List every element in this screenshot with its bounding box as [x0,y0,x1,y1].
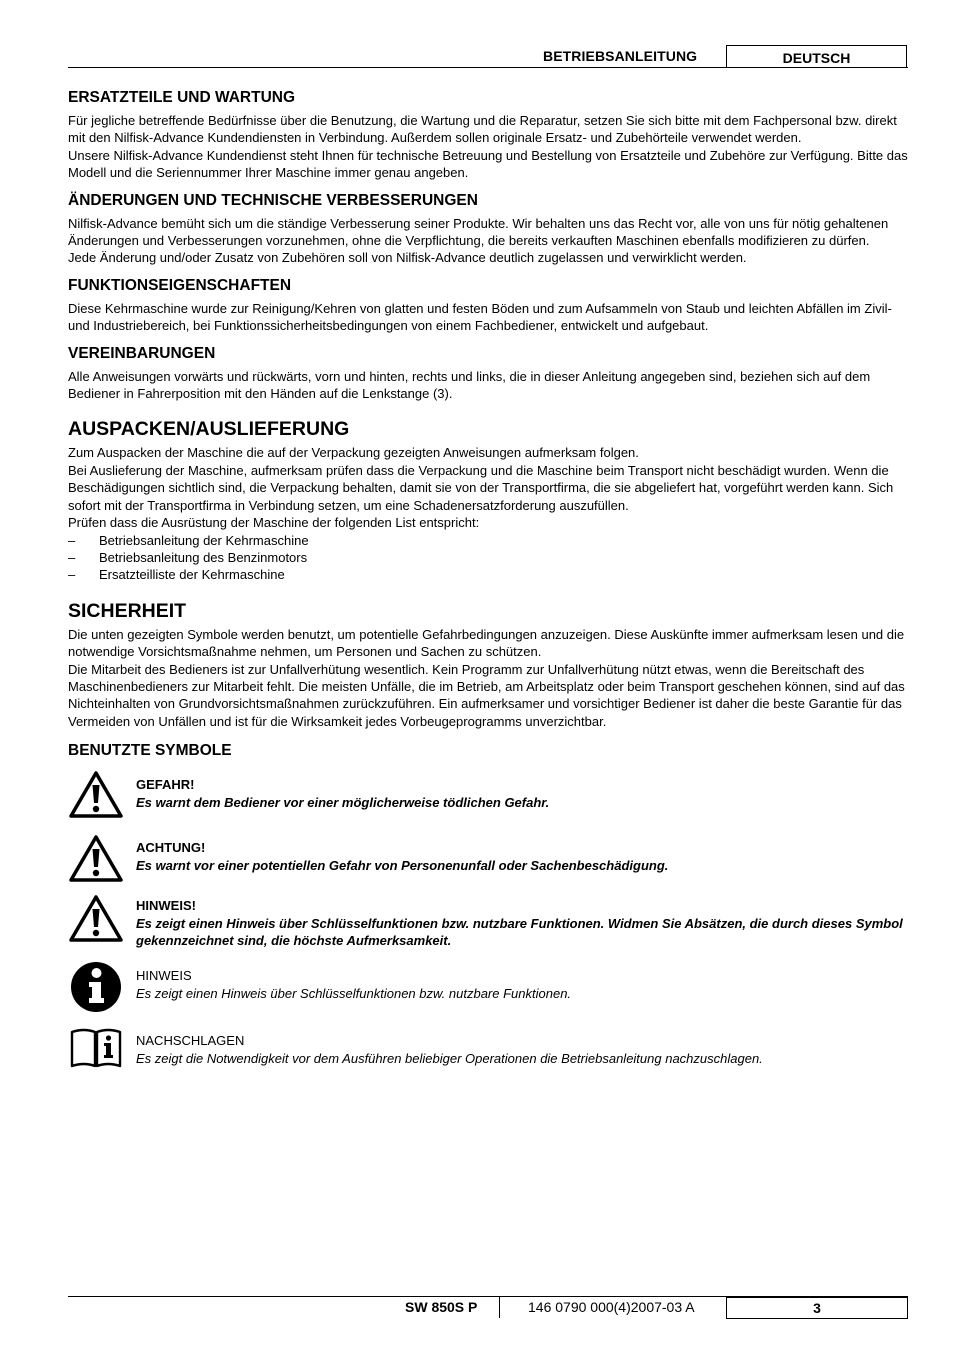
manual-book-icon [68,1026,136,1075]
symbol-row [68,894,908,960]
section-title: ERSATZTEILE UND WARTUNG [68,89,296,106]
section-title: FUNKTIONSEIGENSCHAFTEN [68,276,292,294]
paragraph: Zum Auspacken der Maschine die auf der Verpackung gezeigten Anweisungen aufmerksam folgen. [68,445,639,461]
section-auspacken [68,418,908,583]
footer-doc-number: 146 0790 000(4)2007-03 A [528,1299,695,1315]
list-item [68,532,908,549]
symbol-label: HINWEIS! [136,898,196,914]
list-item [68,549,908,566]
list-dash: – [68,567,76,583]
paragraph: Alle Anweisungen vorwärts und rückwärts, vorn und hinten, rechts und links, die in dieser Anleitung angegeben sind, beziehen sich auf dem Bediener in Fahrerposition mit den Händen auf die Lenkstange (3). [68,368,871,402]
symbol-label: NACHSCHLAGEN [136,1033,245,1049]
list-item-text: Ersatzteilliste der Kehrmaschine [99,567,285,583]
symbol-row [68,770,908,834]
section-aenderungen [68,191,908,267]
footer-divider [499,1297,500,1318]
symbol-description: Es warnt dem Bediener vor einer möglicherweise tödlichen Gefahr. [136,794,550,810]
paragraph: Die Mitarbeit des Bedieners ist zur Unfallverhütung wesentlich. Kein Programm zur Unfallverhütung nützt etwas, wenn die Bereitschaft des Maschinenbedieners zur Mitarbeit fehlt. Die meisten Unfälle, die im Betrieb, am Arbeitsplatz oder beim Transport geschehen können, sind auf das Nichteinhalten von Grundvorsichtsmaßnahmen zurückzuführen. Ein aufmerksamer und vorsichtiger Bediener ist daher die beste Garantie für das Vermeiden von Unfällen und ist für die Wirksamkeit jedes Vorbeugeprogramms unverzichtbar. [68,661,905,729]
symbol-description: Es warnt vor einer potentiellen Gefahr von Personenunfall oder Sachenbeschädigung. [136,857,669,873]
paragraph: Unsere Nilfisk-Advance Kundendienst steht Ihnen für technische Betreuung und Bestellung von Ersatzteile und Zubehöre zur Verfügung. Bitte das Modell und die Seriennummer Ihrer Maschine immer genau angeben. [68,147,908,181]
header-rule [68,67,908,68]
paragraph: Diese Kehrmaschine wurde zur Reinigung/Kehren von glatten und festen Böden und zum Aufsammeln von Staub und leichten Abfällen im Zivil- und Industriebereich, bei Funktionssicherheitsbedingungen von einem Fachbediener, entwickelt und aufgebaut. [68,300,892,334]
paragraph: Prüfen dass die Ausrüstung der Maschine der folgenden List entspricht: [68,515,480,531]
section-ersatzteile [68,88,908,182]
symbol-description: Es zeigt einen Hinweis über Schlüsselfunktionen bzw. nutzbare Funktionen. [136,985,572,1001]
list-dash: – [68,549,76,565]
section-title: BENUTZTE SYMBOLE [68,742,232,760]
warning-triangle-icon [68,770,136,825]
symbol-description: Es zeigt einen Hinweis über Schlüsselfunktionen bzw. nutzbare Funktionen. Widmen Sie Absätzen, die durch dieses Symbol gekennzeichnet sind, die höchste Aufmerksamkeit. [136,915,903,948]
section-funktion [68,276,908,335]
symbol-row [68,960,908,1026]
paragraph: Die unten gezeigten Symbole werden benutzt, um potentielle Gefahrbedingungen anzuzeigen. Diese Auskünfte immer aufmerksam lesen und die notwendige Vorsichtsmaßnahme nehmen, um Personen und Sachen zu schützen. [68,626,905,660]
header-language: DEUTSCH [726,45,907,68]
symbol-label: ACHTUNG! [136,840,206,856]
symbol-row [68,834,908,894]
paragraph: Nilfisk-Advance bemüht sich um die ständige Verbesserung seiner Produkte. Wir behalten uns das Recht vor, alle von uns für nötig gehaltenen Änderungen und Verbesserungen vorzunehmen, ohne die Verpflichtung, die bereits verkauften Maschinen ebenfalls modifizieren zu dürfen. [68,215,889,249]
symbol-label: HINWEIS [136,968,192,984]
section-vereinbarungen [68,344,908,403]
symbol-label: GEFAHR! [136,777,195,793]
paragraph: Bei Auslieferung der Maschine, aufmerksam prüfen dass die Verpackung und die Maschine beim Transport nicht beschädigt wurden. Wenn die Beschädigungen sichtlich sind, die Verpackung behalten, damit sie von der Transportfirma, die sie abgeliefert hat, vorgeführt werden kann. Sich sofort mit der Transportfirma in Verbindung setzen, um eine Schadenersatzforderung auszufüllen. [68,462,894,513]
contents-list [68,532,908,584]
section-title: ÄNDERUNGEN UND TECHNISCHE VERBESSERUNGEN [68,191,478,209]
paragraph: Für jegliche betreffende Bedürfnisse über die Benutzung, die Wartung und die Reparatur, setzen Sie sich bitte mit dem Fachpersonal bzw. direkt mit den Nilfisk-Advance Kundendiensten in Verbindung. Außerdem sollen originale Ersatz- und Zubehörteile verwendet werden. [68,113,897,146]
warning-triangle-icon [68,834,136,889]
symbol-row [68,1026,908,1076]
header-title: BETRIEBSANLEITUNG [543,48,698,64]
footer-model: SW 850S P [405,1299,478,1315]
paragraph: Jede Änderung und/oder Zusatz von Zubehören soll von Nilfisk-Advance deutlich zugelassen und verwirklicht werden. [68,250,747,266]
section-symbole [68,741,908,1076]
list-item-text: Betriebsanleitung des Benzinmotors [99,549,308,565]
warning-triangle-icon [68,894,136,949]
chapter-title: AUSPACKEN/AUSLIEFERUNG [68,418,350,441]
section-title: VEREINBARUNGEN [68,344,216,362]
page-content [68,88,908,1076]
page-number: 3 [726,1297,908,1319]
list-item-text: Betriebsanleitung der Kehrmaschine [99,532,309,548]
list-dash: – [68,532,76,548]
list-item [68,566,908,583]
section-sicherheit [68,600,908,730]
symbol-description: Es zeigt die Notwendigkeit vor dem Ausführen beliebiger Operationen die Betriebsanleitung nachzuschlagen. [136,1050,763,1066]
info-circle-icon [68,960,136,1019]
chapter-title: SICHERHEIT [68,599,187,622]
